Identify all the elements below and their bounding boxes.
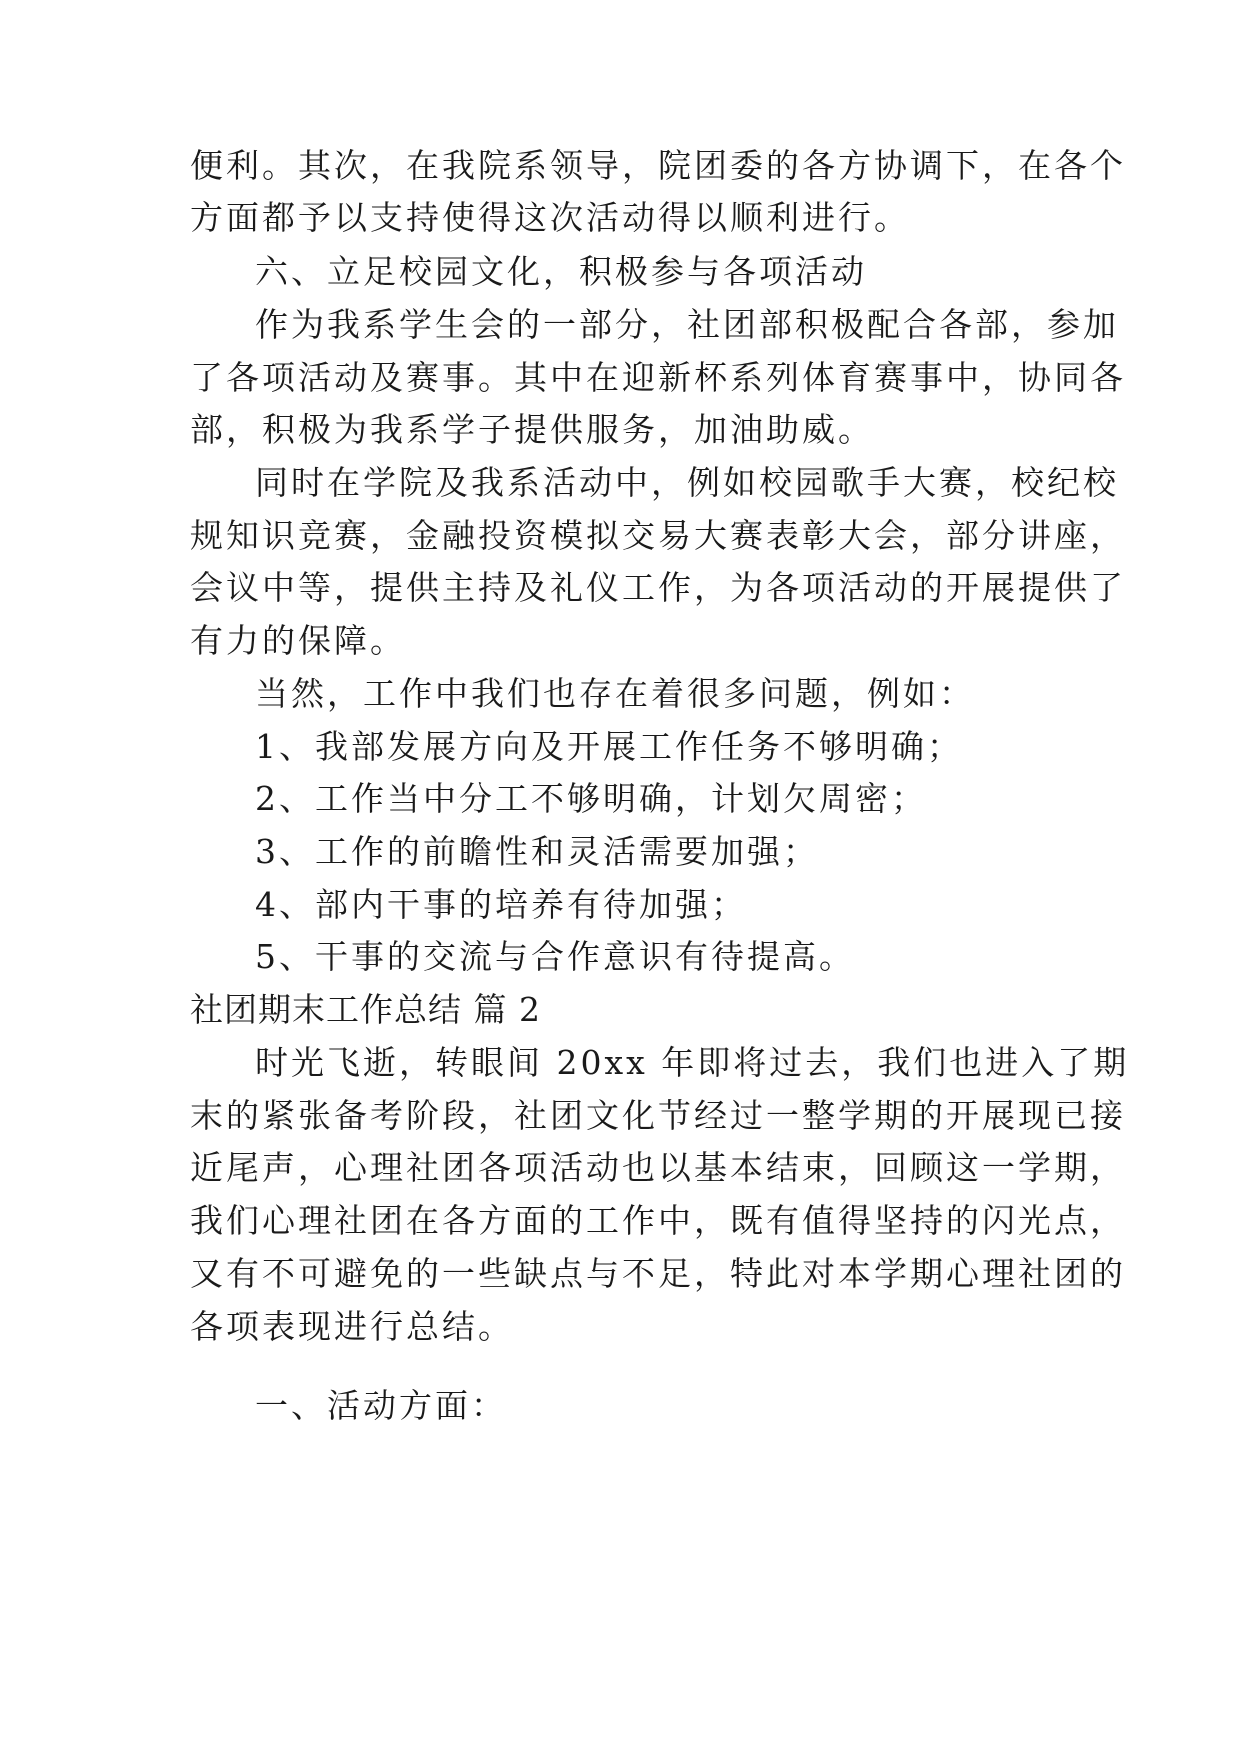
paragraph-line: 规知识竞赛，金融投资模拟交易大赛表彰大会，部分讲座， [190, 516, 1126, 555]
paragraph-line: 我们心理社团在各方面的工作中，既有值得坚持的闪光点， [190, 1201, 1126, 1240]
list-item: 5、干事的交流与合作意识有待提高。 [255, 937, 855, 976]
paragraph-line: 方面都予以支持使得这次活动得以顺利进行。 [190, 198, 910, 237]
list-item: 2、工作当中分工不够明确，计划欠周密； [255, 779, 927, 818]
section-heading: 一、活动方面： [255, 1386, 507, 1425]
list-item: 1、我部发展方向及开展工作任务不够明确； [255, 727, 963, 766]
paragraph-line: 作为我系学生会的一部分，社团部积极配合各部，参加 [255, 305, 1119, 344]
paragraph-line: 了各项活动及赛事。其中在迎新杯系列体育赛事中，协同各 [190, 358, 1126, 397]
section-heading: 六、立足校园文化，积极参与各项活动 [255, 252, 867, 291]
paragraph-line: 时光飞逝，转眼间 20xx 年即将过去，我们也进入了期 [255, 1043, 1130, 1082]
paragraph-line: 当然，工作中我们也存在着很多问题，例如： [255, 674, 975, 713]
paragraph-line: 近尾声，心理社团各项活动也以基本结束，回顾这一学期， [190, 1148, 1126, 1187]
paragraph-line: 部，积极为我系学子提供服务，加油助威。 [190, 410, 874, 449]
paragraph-line: 各项表现进行总结。 [190, 1307, 514, 1346]
paragraph-line: 有力的保障。 [190, 621, 406, 660]
list-item: 3、工作的前瞻性和灵活需要加强； [255, 832, 819, 871]
paragraph-line: 同时在学院及我系活动中，例如校园歌手大赛，校纪校 [255, 463, 1119, 502]
paragraph-line: 末的紧张备考阶段，社团文化节经过一整学期的开展现已接 [190, 1096, 1126, 1135]
paragraph-line: 会议中等，提供主持及礼仪工作，为各项活动的开展提供了 [190, 568, 1126, 607]
paragraph-line: 便利。其次，在我院系领导，院团委的各方协调下，在各个 [190, 146, 1126, 185]
paragraph-line: 又有不可避免的一些缺点与不足，特此对本学期心理社团的 [190, 1254, 1126, 1293]
article-title: 社团期末工作总结 篇 2 [190, 990, 541, 1029]
list-item: 4、部内干事的培养有待加强； [255, 885, 747, 924]
